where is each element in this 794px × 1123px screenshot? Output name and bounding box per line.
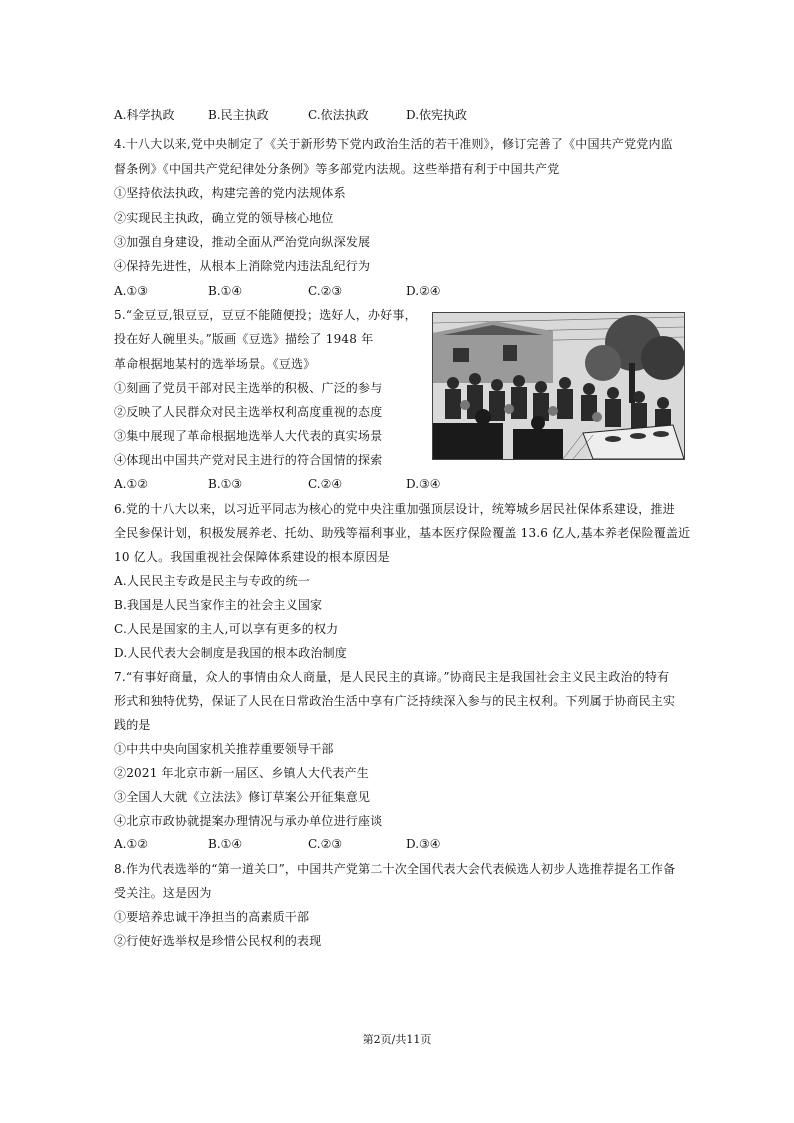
q3-option-a: A.科学执政 xyxy=(114,108,175,122)
q4-item: ③加强自身建设，推动全面从严治党向纵深发展 xyxy=(114,235,371,249)
q7-options xyxy=(114,836,441,852)
q5-item: ①刻画了党员干部对民主选举的积极、广泛的参与 xyxy=(114,381,383,395)
q5-option-b: B.①③ xyxy=(208,477,243,491)
q4-option-d: D.②④ xyxy=(406,284,441,298)
q3-option-b: B.民主执政 xyxy=(208,108,269,122)
q4-item: ②实现民主执政，确立党的领导核心地位 xyxy=(114,211,334,225)
q5-stem-line: 5.“金豆豆,银豆豆，豆豆不能随便投；选好人，办好事， xyxy=(114,308,417,322)
q8-item: ②行使好选举权是珍惜公民权利的表现 xyxy=(114,934,322,948)
q8-stem-line: 受关注。这是因为 xyxy=(114,886,212,900)
q6-stem-line: 10 亿人。我国重视社会保障体系建设的根本原因是 xyxy=(114,550,390,564)
q7-item: ④北京市政协就提案办理情况与承办单位进行座谈 xyxy=(114,814,383,828)
q7-item: ①中共中央向国家机关推荐重要领导干部 xyxy=(114,742,334,756)
q5-option-c: C.②④ xyxy=(308,477,343,491)
q6-stem-line: 6.党的十八大以来，以习近平同志为核心的党中央注重加强顶层设计，统筹城乡居民社保体系建设，推进 xyxy=(114,502,675,516)
q7-stem-line: 践的是 xyxy=(114,718,151,732)
q4-option-c: C.②③ xyxy=(308,284,343,298)
q8-stem-line: 8.作为代表选举的“第一道关口”，中国共产党第二十次全国代表大会代表候选人初步人选推荐提名工作备 xyxy=(114,862,676,876)
q4-option-b: B.①④ xyxy=(208,284,243,298)
q7-option-b: B.①④ xyxy=(208,837,243,851)
q6-choice-b: B.我国是人民当家作主的社会主义国家 xyxy=(114,598,323,612)
q4-option-a: A.①③ xyxy=(114,284,148,298)
q6-choice-a: A.人民民主专政是民主与专政的统一 xyxy=(114,574,310,588)
q7-option-d: D.③④ xyxy=(406,837,441,851)
q6-choice-d: D.人民代表大会制度是我国的根本政治制度 xyxy=(114,646,348,660)
q5-stem-line: 革命根据地某村的选举场景。《豆选》 xyxy=(114,357,316,371)
q5-stem-line: 投在好人碗里头。”版画《豆选》描绘了 1948 年 xyxy=(114,332,374,346)
page-number-footer: 第2页/共11页 xyxy=(362,1033,432,1046)
q6-stem-line: 全民参保计划，积极发展养老、托幼、助残等福利事业，基本医疗保险覆盖 13.6 亿人,基本养老保险覆盖近 xyxy=(114,526,691,540)
q7-stem-line: 7.“有事好商量，众人的事情由众人商量，是人民民主的真谛。”协商民主是我国社会主义民主政治的特有 xyxy=(114,670,670,684)
q5-options xyxy=(114,476,441,492)
q7-stem-line: 形式和独特优势，保证了人民在日常政治生活中享有广泛持续深入参与的民主权利。下列属于协商民主实 xyxy=(114,694,676,708)
q5-item: ②反映了人民群众对民主选举权利高度重视的态度 xyxy=(114,405,383,419)
q4-item: ①坚持依法执政，构建完善的党内法规体系 xyxy=(114,186,346,200)
q5-option-a: A.①② xyxy=(114,477,148,491)
q5-option-d: D.③④ xyxy=(406,477,441,491)
q4-options xyxy=(114,283,441,299)
q8-item: ①要培养忠诚干净担当的高素质干部 xyxy=(114,910,310,924)
q3-options xyxy=(114,107,467,123)
q3-option-d: D.依宪执政 xyxy=(406,108,468,122)
q4-item: ④保持先进性，从根本上消除党内违法乱纪行为 xyxy=(114,259,371,273)
q5-item: ③集中展现了革命根据地选举人大代表的真实场景 xyxy=(114,429,383,443)
q4-stem-line: 督条例》《中国共产党纪律处分条例》等多部党内法规。这些举措有利于中国共产党 xyxy=(114,162,560,176)
q3-option-c: C.依法执政 xyxy=(308,108,369,122)
q6-choice-c: C.人民是国家的主人,可以享有更多的权力 xyxy=(114,622,339,636)
q7-item: ③全国人大就《立法法》修订草案公开征集意见 xyxy=(114,790,371,804)
q5-item: ④体现出中国共产党对民主进行的符合国情的探索 xyxy=(114,453,383,467)
q4-stem-line: 4.十八大以来,党中央制定了《关于新形势下党内政治生活的若干准则》，修订完善了《中国共产党党内监 xyxy=(114,137,673,151)
q7-option-c: C.②③ xyxy=(308,837,343,851)
woodcut-bean-election-image xyxy=(432,312,685,460)
q7-item: ②2021 年北京市新一届区、乡镇人大代表产生 xyxy=(114,766,369,780)
q7-option-a: A.①② xyxy=(114,837,148,851)
